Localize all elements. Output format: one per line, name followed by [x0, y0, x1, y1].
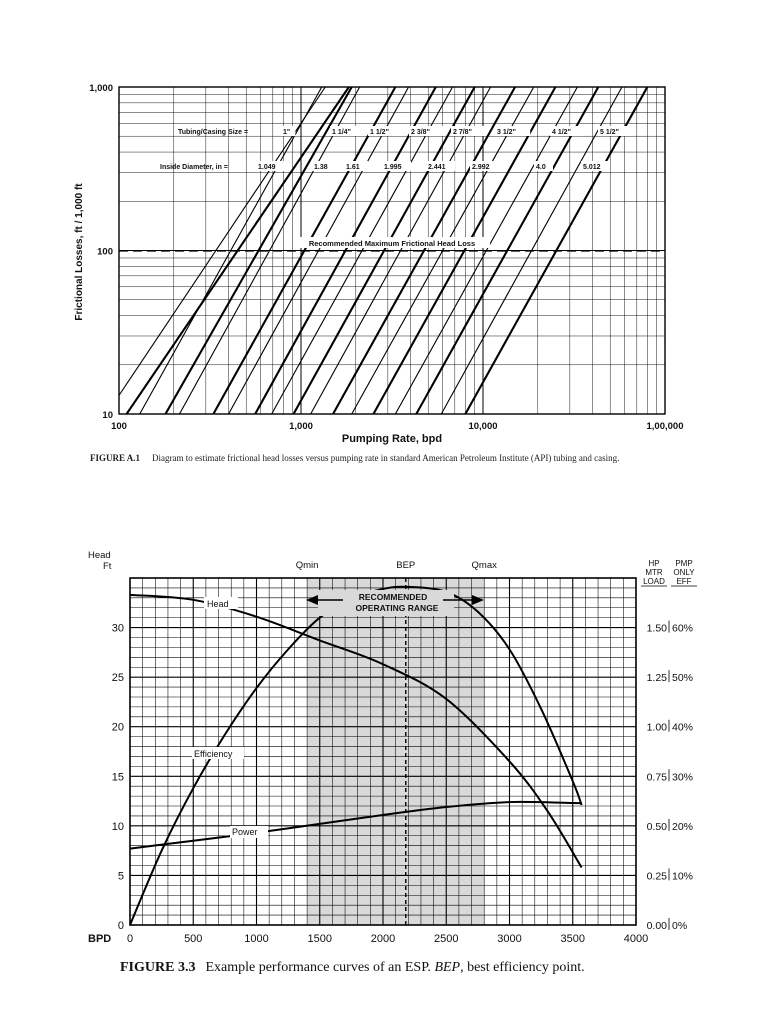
x-axis-ticks	[111, 421, 683, 432]
x-tick-label: 1,000	[289, 421, 313, 432]
right-axis-ticks	[647, 621, 693, 932]
hp-tick-label: 1.25	[646, 672, 667, 685]
marker-label: Qmin	[295, 560, 319, 571]
y-axis-ticks	[89, 83, 113, 421]
inside-diameter-label: 2.992	[472, 164, 490, 171]
x-axis-label: Pumping Rate, bpd	[341, 433, 443, 445]
y-tick-label: 10	[111, 820, 124, 833]
hp-tick-label: 0.00	[646, 920, 667, 932]
inside-diameter-label: 1.61	[346, 164, 360, 171]
esp-performance-chart	[0, 540, 768, 980]
x-tick-label: 2500	[434, 933, 459, 945]
y-tick-label: 15	[111, 771, 124, 784]
head-curve-label: Head	[207, 599, 229, 609]
inside-diameter-label: 1.995	[384, 164, 402, 171]
x-tick-label: 1,00,000	[646, 421, 684, 432]
x-tick-label: 1500	[307, 933, 332, 945]
x-tick-label: 500	[184, 933, 203, 945]
y-tick-label: 25	[111, 672, 124, 685]
efficiency-curve-label: Efficiency	[194, 749, 233, 759]
id-label: Inside Diameter, in =	[160, 164, 228, 171]
recommended-label: Recommended Maximum Frictional Head Loss	[308, 239, 476, 248]
frictional-loss-chart	[0, 70, 768, 470]
x-axis-ticks	[127, 933, 648, 945]
eff-tick-label: 10%	[672, 870, 694, 883]
inside-diameter-label: 4.0	[536, 164, 546, 171]
inside-diameter-label: 2.441	[428, 164, 446, 171]
hp-tick-label: 0.75	[646, 771, 667, 784]
size-label: 2 7/8"	[453, 129, 472, 136]
x-tick-label: 4000	[623, 933, 649, 945]
svg-text:ONLY: ONLY	[673, 568, 695, 577]
figure-a1-caption	[90, 453, 730, 463]
eff-tick-label: 50%	[672, 672, 694, 685]
right-axis-title-eff	[671, 559, 697, 586]
figure-a1-caption-text: Diagram to estimate frictional head losses versus pumping rate in standard American Petroleum Institute (API) tubing and casing.	[152, 453, 620, 463]
x-tick-label: 2000	[370, 933, 396, 945]
size-label: 2 3/8"	[411, 129, 430, 136]
y-tick-label: 10	[102, 410, 113, 421]
operating-range-label-line2: OPERATING RANGE	[355, 603, 439, 613]
eff-tick-label: 0%	[672, 920, 688, 932]
svg-text:PMP: PMP	[675, 559, 693, 568]
x-tick-label: 3500	[560, 933, 585, 945]
x-tick-label: 100	[111, 421, 127, 432]
figure-33-caption-text-a: Example performance curves of an ESP.	[205, 960, 435, 975]
svg-text:HP: HP	[648, 559, 660, 568]
figure-33-caption-label: FIGURE 3.3	[120, 960, 196, 975]
marker-label: Qmax	[471, 560, 497, 571]
x-axis-label: BPD	[88, 933, 112, 945]
eff-tick-label: 20%	[672, 820, 694, 833]
y-axis-ticks	[112, 623, 124, 932]
size-annotations	[160, 126, 633, 171]
svg-text:LOAD: LOAD	[643, 577, 665, 586]
y-tick-label: 20	[111, 721, 124, 734]
tubing-label: Tubing/Casing Size =	[178, 129, 249, 136]
eff-tick-label: 30%	[672, 771, 694, 784]
figure-33-caption-bep: BEP	[434, 960, 461, 975]
y-tick-label: 5	[117, 870, 124, 883]
y-axis-label: Frictional Losses, ft / 1,000 ft	[74, 183, 85, 321]
x-tick-label: 3000	[497, 933, 522, 945]
right-axis-title-hp	[641, 559, 667, 586]
power-curve-label: Power	[232, 827, 258, 837]
x-tick-label: 1000	[244, 933, 269, 945]
operating-range-label-line1: RECOMMENDED	[358, 592, 428, 602]
y-tick-label: 0	[117, 920, 124, 932]
size-label: 1 1/2"	[370, 129, 389, 136]
hp-tick-label: 1.50	[646, 622, 667, 635]
x-tick-label: 0	[126, 933, 134, 945]
figure-33-caption-text-b: , best efficiency point.	[460, 960, 585, 975]
figure-a1-caption-label: FIGURE A.1	[90, 453, 141, 463]
svg-text:EFF: EFF	[676, 577, 692, 586]
size-label: 1 1/4"	[332, 129, 351, 136]
svg-text:MTR: MTR	[645, 568, 663, 577]
x-tick-label: 10,000	[468, 421, 498, 432]
inside-diameter-label: 1.38	[314, 164, 328, 171]
y-tick-label: 100	[97, 246, 113, 258]
size-label: 3 1/2"	[497, 129, 516, 136]
hp-tick-label: 0.50	[646, 820, 667, 833]
hp-tick-label: 0.25	[646, 870, 667, 883]
inside-diameter-label: 1.049	[258, 164, 276, 171]
eff-tick-label: 40%	[672, 721, 694, 734]
size-label: 4 1/2"	[552, 129, 571, 136]
left-axis-title-2: Ft	[103, 561, 112, 572]
left-axis-title-1: Head	[88, 550, 111, 561]
inside-diameter-label: 5.012	[583, 164, 601, 171]
hp-tick-label: 1.00	[646, 721, 667, 734]
y-tick-label: 30	[111, 622, 124, 635]
size-label: 1"	[283, 129, 291, 136]
figure-33-caption	[120, 960, 720, 976]
marker-label: BEP	[396, 560, 416, 571]
size-label: 5 1/2"	[600, 129, 619, 136]
y-tick-label: 1,000	[89, 83, 113, 94]
eff-tick-label: 60%	[672, 622, 694, 635]
